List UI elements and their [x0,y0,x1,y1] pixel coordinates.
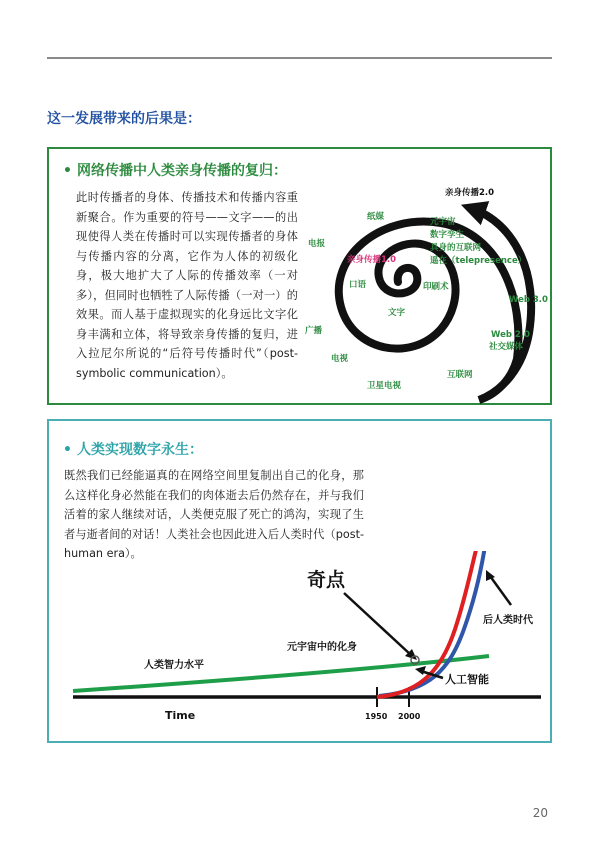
posthuman-arrow [490,576,511,605]
panel-digital-immortality [47,419,552,743]
label-web3: Web 3.0 [509,295,548,305]
panel2-body: 既然我们已经能逼真的在网络空间里复制出自己的化身，那么这样化身必然能在我们的肉体逝去后仍然存在，并与我们活着的家人继续对话，人类便克服了死亡的鸿沟，实现了生者与逝者间的对话！人类社会也因此进入后人类时代（post-human era）。 [64,469,364,560]
label-metaverse-avatar: 元宇宙中的化身 [287,642,357,653]
top-rule [47,57,552,59]
label-hulianwang: 互联网 [447,370,473,380]
label-2000: 2000 [398,712,421,721]
page-number: 20 [532,806,548,820]
label-posthuman: 后人类时代 [483,615,533,626]
label-yuanyuzhou: 元宇宙 [430,217,456,227]
bullet-icon: • [63,442,72,458]
label-ai: 人工智能 [445,673,489,686]
label-qinshen1: 亲身传播1.0 [347,255,397,265]
label-1950: 1950 [365,712,388,721]
panel1-title: 网络传播中人类亲身传播的复归： [77,163,287,179]
ai-arrowhead [415,666,426,675]
label-shuzi: 数字孪生 [430,230,465,240]
panel2-title-row [63,439,203,459]
label-jushen: 具身的互联网 [430,243,482,253]
spiral-diagram [303,183,551,405]
bullet-icon: • [63,163,72,179]
label-wenzi: 文字 [388,308,406,318]
label-weixing: 卫星电视 [367,381,402,391]
panel2-title: 人类实现数字永生： [77,442,203,458]
label-web2: Web 2.0 [491,330,530,340]
label-yaozai: 遥在（telepresence） [430,256,527,266]
label-zhimei: 纸媒 [367,212,385,222]
label-dianbao: 电报 [308,239,326,249]
label-qinshen2: 亲身传播2.0 [445,188,495,198]
label-dianshi: 电视 [331,354,349,364]
label-time: Time [165,709,196,722]
label-guangbo: 广播 [305,326,323,336]
panel1-title-row [63,160,287,180]
label-yinshua: 印刷术 [423,282,449,292]
label-social: 社交媒体 [489,342,524,352]
panel1-body: 此时传播者的身体、传播技术和传播内容重新聚合。作为重要的符号——文字——的出现使得人类在传播时可以实现传播者的身体与传播内容的分离，它作为人体的初级化身，极大地扩大了人际的传播效率（一对多），但同时也牺牲了人际传播（一对一）的效果。而人基于虚拟现实的化身远比文字化身丰满和立体，将导致亲身传播的复归，进入拉尼尔所说的“后符号传播时代”（post-symbolic communication）。 [76,191,298,380]
section-heading: 这一发展带来的后果是： [47,111,201,127]
singularity-diagram [49,551,550,741]
label-human-intel: 人类智力水平 [144,660,204,671]
label-singularity: 奇点 [307,569,346,591]
label-kouyu: 口语 [349,280,367,290]
panel-embodied-communication [47,147,552,405]
